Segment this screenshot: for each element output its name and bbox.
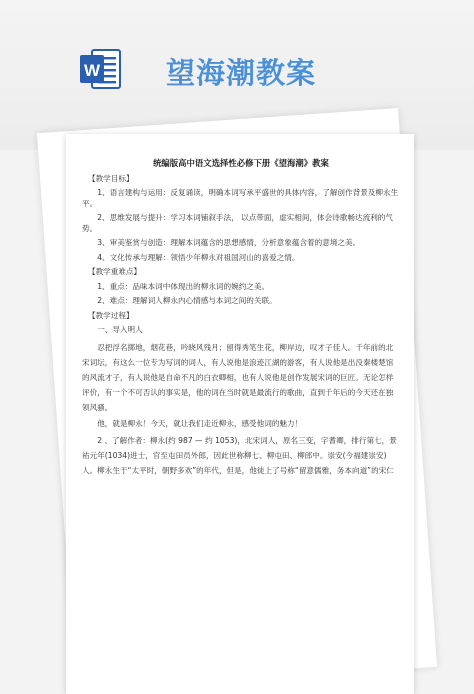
document-body xyxy=(82,146,400,482)
document-title: 统编版高中语文选择性必修下册《望海潮》教案 xyxy=(153,158,329,168)
paragraph: 忍把浮名掷地，烟花巷，吟晓风残月；留得秀笔生花，柳岸边，叹才子佳人。千年前的北宋词坛，有这么一位专为写词的词人，有人说他是浪迹江湖的游客，有人说他是出没秦楼楚馆的风流才子，有人说他是自命不凡的白衣卿相，也有人说他是创作发展宋词的巨匠。无论怎样评价，有一个不可否认的事实是，他的词在当时就是最流行的歌曲，直到千年后的今天还在独领风骚。 xyxy=(82,342,394,412)
document-page xyxy=(66,134,414,694)
paragraph: 1、语言建构与运用：反复诵读，明确本词写承平盛世的具体内容，了解创作背景及柳永生平。 xyxy=(82,188,399,208)
paragraph: 他，就是柳永！今天，就让我们走近柳永，感受他词的魅力！ xyxy=(97,418,303,428)
paragraph: 2 、了解作者：柳永(约 987 — 约 1053)，北宋词人，原名三变，字耆卿，排行第七，景祐元年(1034)进士，官至屯田员外郎，因此世称柳七、柳屯田、柳郎中。崇安(今福建崇安)人。柳永生于“太平时，朝野多欢”的年代，但是，他徒上了号称“留意儒雅，务本向道”的宋仁 xyxy=(82,436,397,475)
word-logo-letter: W xyxy=(83,61,101,80)
word-document-icon xyxy=(78,47,122,91)
section-heading-process: 【教学过程】 xyxy=(88,310,134,320)
paragraph: 3、审美鉴赏与创造：理解本词蕴含的思想感情，分析意象蕴含着的意境之美。 xyxy=(97,238,361,247)
paragraph: 4、文化传承与理解：领悟少年柳永对祖国河山的喜爱之情。 xyxy=(97,252,300,262)
paragraph: 2、思维发展与提升：学习本词铺叙手法， 以点带面，虚实相间，体会诗歌畅达流利的气势。 xyxy=(82,213,393,233)
paragraph: 2、难点：理解词人柳永内心情感与本词之间的关联。 xyxy=(97,296,277,305)
section-heading-objectives: 【教学目标】 xyxy=(88,173,134,183)
paragraph: 1、重点：品味本词中体现出的柳永词的婉约之美。 xyxy=(97,281,270,291)
banner-title: 望海潮教案 xyxy=(166,56,317,90)
section-heading-key-points: 【教学重难点】 xyxy=(88,267,142,276)
subheading: 一、导入明人 xyxy=(97,325,143,334)
